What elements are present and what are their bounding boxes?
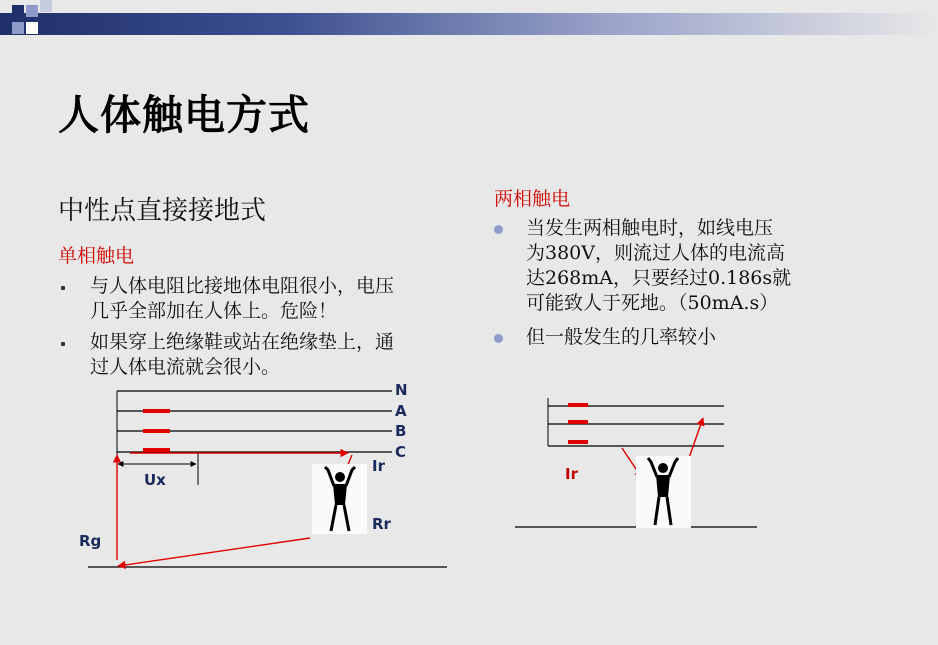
wire-label-b: B	[395, 422, 407, 440]
bullet-line: 几乎全部加在人体上。危险！	[90, 300, 338, 322]
left-wires	[88, 391, 447, 567]
person-arms-raised-icon	[312, 464, 367, 534]
left-heading: 单相触电	[58, 245, 135, 267]
resistance-label-rr: Rr	[372, 515, 391, 533]
bullet-line: 达268mA，只要经过0.186s就	[526, 267, 792, 289]
bullet-line: 为380V，则流过人体的电流高	[526, 242, 785, 264]
resistance-label-rg: Rg	[79, 532, 102, 550]
bullet-line: 但一般发生的几率较小	[526, 326, 717, 348]
current-label-ir-right: Ir	[565, 465, 578, 483]
bullet-line: 过人体电流就会很小。	[90, 356, 281, 378]
bullet-line: 当发生两相触电时，如线电压	[526, 217, 774, 239]
person-arms-raised-icon	[636, 456, 691, 528]
current-label-ir: Ir	[372, 457, 385, 475]
page-title: 人体触电方式	[58, 91, 310, 139]
right-heading: 两相触电	[494, 188, 571, 210]
bullet-line: 可能致人于死地。（50mA.s）	[526, 292, 779, 314]
voltage-label-ux: Ux	[144, 471, 166, 489]
wire-label-c: C	[395, 443, 407, 461]
wire-label-a: A	[395, 402, 407, 420]
wire-label-n: N	[395, 381, 408, 399]
bullet-line: 与人体电阻比接地体电阻很小，电压	[90, 275, 395, 297]
bullet-line: 如果穿上绝缘鞋或站在绝缘垫上，通	[90, 331, 395, 353]
left-subtitle: 中性点直接接地式	[58, 196, 267, 226]
